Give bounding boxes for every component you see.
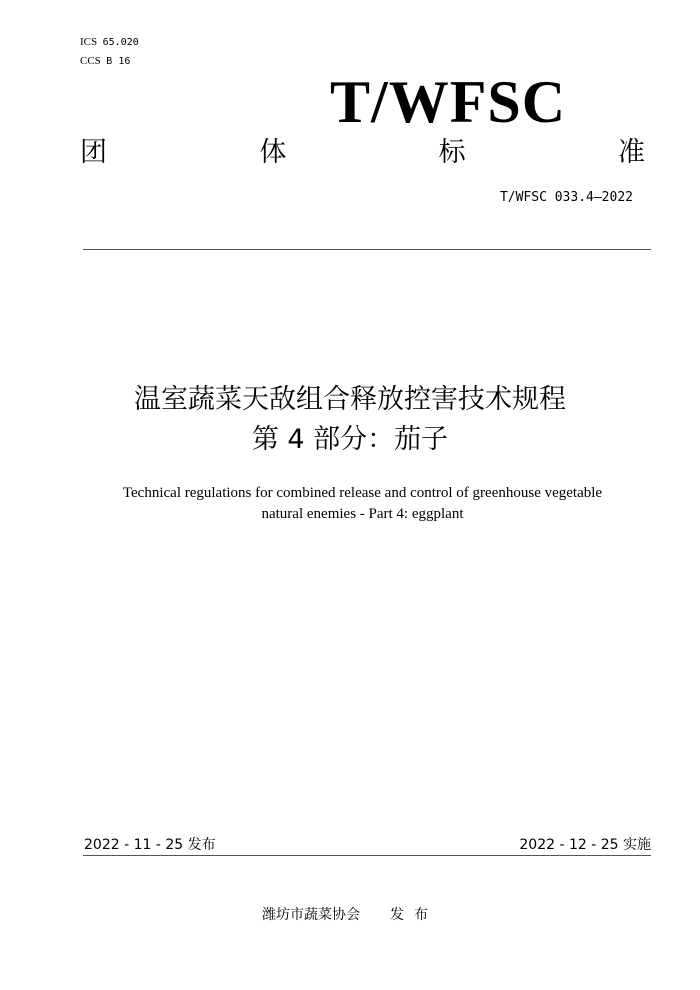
implement-date: 2022 - 12 - 25 实施 xyxy=(519,837,651,853)
ccs-code: B 16 xyxy=(106,56,131,67)
standard-number: T/WFSC 033.4—2022 xyxy=(499,190,633,205)
standard-type-char: 准 xyxy=(617,137,645,168)
title-cn-line1: 温室蔬菜天敌组合释放控害技术规程 xyxy=(134,384,566,415)
issuer xyxy=(262,904,438,924)
standard-type-char: 团 xyxy=(80,137,107,168)
classification-codes xyxy=(80,33,139,71)
title-cn-line2: 第 4 部分：茄子 xyxy=(251,424,449,455)
ics-line xyxy=(80,33,139,52)
ccs-line xyxy=(80,52,139,71)
publish-date: 2022 - 11 - 25 发布 xyxy=(84,837,216,853)
issuer-action: 发布 xyxy=(390,907,438,923)
ics-label: ICS xyxy=(80,36,98,48)
issuer-name: 潍坊市蔬菜协会 xyxy=(262,907,360,923)
bottom-divider xyxy=(83,855,651,856)
standard-type-char: 体 xyxy=(259,137,287,168)
title-en xyxy=(90,483,635,525)
organization-logo: T/WFSC xyxy=(330,69,567,135)
standard-type xyxy=(80,135,645,171)
top-divider xyxy=(83,249,651,250)
ics-code: 65.020 xyxy=(102,37,139,48)
standard-type-char: 标 xyxy=(438,137,466,168)
title-en-line1: Technical regulations for combined release and control of greenhouse vegetable xyxy=(122,485,603,501)
ccs-label: CCS xyxy=(80,55,101,67)
title-en-line2: natural enemies - Part 4: eggplant xyxy=(261,506,464,522)
